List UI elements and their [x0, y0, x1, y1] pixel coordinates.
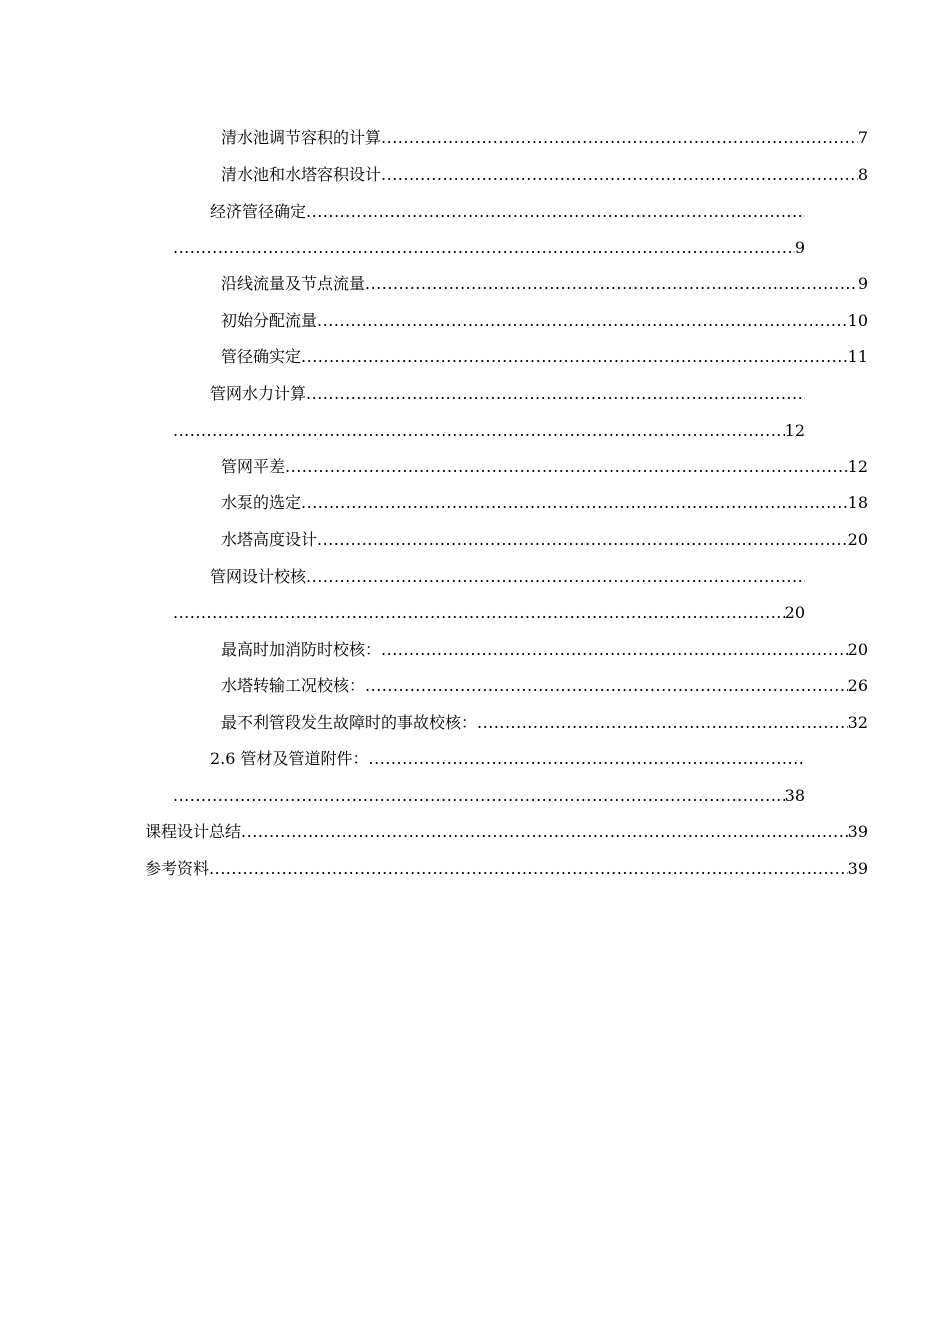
toc-entry-title: 课程设计总结 — [145, 822, 242, 841]
toc-entry[interactable] — [221, 309, 868, 333]
toc-entry[interactable] — [221, 345, 868, 369]
toc-leader-dots — [365, 272, 858, 296]
toc-entry[interactable] — [221, 638, 868, 662]
toc-entry[interactable] — [221, 491, 868, 515]
toc-entry-title: 最高时加消防时校核： — [221, 640, 382, 659]
toc-entry[interactable] — [145, 820, 868, 844]
toc-leader-dots — [173, 784, 785, 808]
toc-leader-dots — [317, 309, 848, 333]
toc-entry-page: 7 — [857, 128, 868, 147]
toc-entry-title: 水塔高度设计 — [221, 530, 318, 549]
toc-entry-page: 39 — [847, 822, 868, 841]
toc-leader-dots — [477, 711, 848, 735]
toc-entry-page: 8 — [857, 165, 868, 184]
toc-leader-dots — [285, 455, 848, 479]
toc-entry[interactable] — [210, 747, 805, 771]
toc-entry-page: 12 — [847, 457, 868, 476]
toc-leader-dots — [173, 236, 795, 260]
toc-leader-dots — [173, 601, 785, 625]
toc-entry[interactable] — [210, 565, 805, 589]
toc-leader-dots — [317, 528, 848, 552]
toc-leader-dots — [301, 491, 848, 515]
toc-entry-title: 水泵的选定 — [221, 493, 302, 512]
toc-entry[interactable] — [210, 200, 805, 224]
toc-entry-page: 20 — [784, 603, 805, 622]
toc-leader-dots — [241, 820, 848, 844]
toc-leader-dots — [306, 382, 805, 406]
toc-entry[interactable] — [145, 857, 868, 881]
toc-entry-title: 管径确实定 — [221, 347, 302, 366]
toc-entry-page: 9 — [857, 274, 868, 293]
toc-entry-title: 管网水力计算 — [210, 384, 307, 403]
toc-entry[interactable] — [210, 382, 805, 406]
toc-entry-page: 20 — [847, 640, 868, 659]
toc-entry-page: 10 — [847, 311, 868, 330]
toc-leader-dots — [301, 345, 848, 369]
toc-entry[interactable] — [221, 272, 868, 296]
toc-entry[interactable] — [221, 711, 868, 735]
toc-entry-continuation[interactable] — [173, 419, 805, 443]
toc-entry-title: 2.6 管材及管道附件： — [210, 749, 369, 768]
toc-entry-page: 11 — [847, 347, 868, 366]
toc-leader-dots — [381, 163, 858, 187]
toc-leader-dots — [365, 674, 848, 698]
toc-entry-title: 清水池调节容积的计算 — [221, 128, 382, 147]
toc-leader-dots — [306, 565, 805, 589]
toc-entry-title: 最不利管段发生故障时的事故校核： — [221, 713, 478, 732]
toc-entry-continuation[interactable] — [173, 601, 805, 625]
toc-entry-title: 初始分配流量 — [221, 311, 318, 330]
toc-entry-page: 39 — [847, 859, 868, 878]
toc-entry[interactable] — [221, 126, 868, 150]
toc-entry-title: 沿线流量及节点流量 — [221, 274, 366, 293]
toc-entry[interactable] — [221, 163, 868, 187]
toc-leader-dots — [381, 126, 858, 150]
toc-leader-dots — [173, 419, 785, 443]
toc-entry-page: 9 — [794, 238, 805, 257]
toc-leader-dots — [381, 638, 848, 662]
toc-entry[interactable] — [221, 528, 868, 552]
toc-entry-title: 管网设计校核 — [210, 567, 307, 586]
toc-entry-page: 12 — [784, 421, 805, 440]
toc-leader-dots — [209, 857, 848, 881]
toc-entry[interactable] — [221, 455, 868, 479]
toc-entry-title: 管网平差 — [221, 457, 286, 476]
toc-entry-title: 水塔转输工况校核： — [221, 676, 366, 695]
toc-entry-page: 32 — [847, 713, 868, 732]
toc-entry-title: 参考资料 — [145, 859, 210, 878]
toc-entry-continuation[interactable] — [173, 784, 805, 808]
toc-leader-dots — [306, 200, 805, 224]
toc-entry[interactable] — [221, 674, 868, 698]
toc-entry-title: 清水池和水塔容积设计 — [221, 165, 382, 184]
toc-entry-page: 20 — [847, 530, 868, 549]
toc-entry-page: 38 — [784, 786, 805, 805]
toc-leader-dots — [369, 747, 805, 771]
toc-entry-continuation[interactable] — [173, 236, 805, 260]
toc-entry-page: 26 — [847, 676, 868, 695]
toc-entry-page: 18 — [847, 493, 868, 512]
toc-entry-title: 经济管径确定 — [210, 202, 307, 221]
